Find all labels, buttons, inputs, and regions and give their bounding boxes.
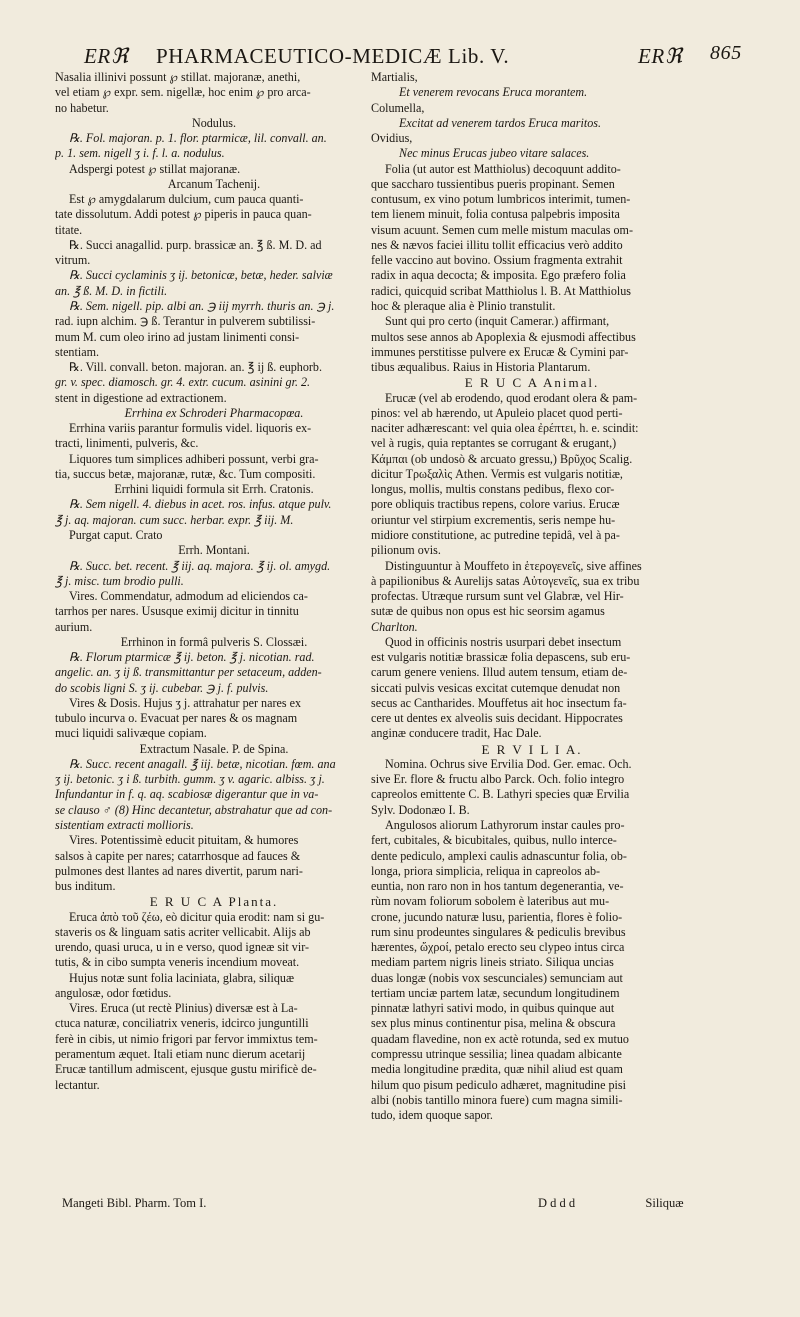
text-line: capreolos emittente C. B. Lathyri species quæ Ervilia xyxy=(371,787,630,802)
text-line: E R U C A Planta. xyxy=(149,894,279,910)
text-line: dicitur Τρωξαλὶς Athen. Vermis est vulgaris notitiæ, xyxy=(371,466,623,481)
text-line: Nomina. Ochrus sive Ervilia Dod. Ger. emac. Och. xyxy=(385,756,632,771)
text-line: Martialis, xyxy=(371,70,418,84)
text-line: stent in digestione ad extractionem. xyxy=(55,390,227,405)
text-line: ℞. Vill. convall. beton. majoran. an. ℥ ij ß. euphorb. xyxy=(69,360,322,375)
text-line: angulosæ, odor fœtidus. xyxy=(55,985,172,1000)
text-line: ʒ ij. betonic. ʒ i ß. turbith. gumm. ʒ v. agaric. albiss. ʒ j. xyxy=(55,772,325,787)
text-line: ℞. Succ. recent anagall. ℥ iij. betæ, nicotian. fœm. ana xyxy=(69,756,336,771)
text-line: cere ut dentes ex alveolis suis decidant. Hippocrates xyxy=(371,711,623,726)
text-line: Nodulus. xyxy=(191,115,236,130)
text-line: Quod in officinis nostris usurpari debet insectum xyxy=(385,634,622,649)
text-line: tarrhos per nares. Ususque eximij dicitur in tinnitu xyxy=(55,604,299,619)
text-line: stentiam. xyxy=(55,344,99,359)
text-line: sutæ de quibus non opus est hic seorsim agamus xyxy=(371,604,605,619)
text-line: Charlton. xyxy=(371,619,418,634)
text-line: Excitat ad venerem tardos Eruca maritos. xyxy=(399,115,601,130)
text-line: Vires. Commendatur, admodum ad eliciendos ca- xyxy=(69,589,308,604)
text-line: tracti, linimenti, pulveris, &c. xyxy=(55,436,199,451)
text-line: Vires & Dosis. Hujus ʒ j. attrahatur per nares ex xyxy=(69,695,302,710)
text-line: Errhina variis parantur formulis videl. liquoris ex- xyxy=(69,421,312,436)
left-text-column xyxy=(55,70,373,1093)
text-line: immunes perstitisse pulvere ex Erucæ & Cymini par- xyxy=(371,344,629,359)
header-left-mark: ERℜ xyxy=(84,44,129,68)
text-line: à papilionibus & Aurelijs satas Αὐτογενεῖς, sua ex tribu xyxy=(371,573,640,588)
text-line: p. 1. sem. nigell ʒ i. f. l. a. nodulus. xyxy=(55,146,225,161)
text-line: an. ℥ ß. M. D. in fictili. xyxy=(55,283,168,298)
text-line: rum sinu prodeuntes singulares & pediculis brevibus xyxy=(371,924,626,939)
text-line: Erucæ (vel ab erodendo, quod erodant olera & pam- xyxy=(385,390,638,405)
text-line: longus, mollis, multis constans pedibus, flexo cor- xyxy=(371,482,615,497)
text-line: E R V I L I A. xyxy=(481,741,583,757)
text-line: Angulosos aliorum Lathyrorum instar caules pro- xyxy=(385,818,625,833)
catchword: Siliquæ xyxy=(645,1196,684,1210)
text-line: aurium. xyxy=(55,619,93,634)
text-line: Folia (ut autor est Matthiolus) decoquunt addito- xyxy=(385,161,621,176)
text-line: multos sese annos ab Apoplexia & ejusmodi affectibus xyxy=(371,329,636,344)
footer-signature-catchword xyxy=(538,1196,684,1211)
text-line: nes & nævos faciei illitu tollit efficacius verò addito xyxy=(371,237,623,252)
text-line: siccati pulvis vesicas excitat cutemque denudat non xyxy=(371,680,621,695)
text-line: vel à rugis, quia reptantes se corrugant & erugant,) xyxy=(371,436,617,451)
text-line: ctuca naturæ, conciliatrix veneris, idcirco junguntilli xyxy=(55,1016,309,1031)
text-line: ℥ j. aq. majoran. cum succ. herbar. expr. ℥ iij. M. xyxy=(55,512,294,527)
text-line: ℥ j. misc. tum brodio pulli. xyxy=(55,573,184,588)
text-line: sive Er. flore & fructu albo Parck. Och. folio integro xyxy=(371,772,625,787)
text-line: euntia, non raro non in hos tantum degenerantia, ve- xyxy=(371,879,624,894)
text-line: pulmones dest llantes ad nares divertit, parum nari- xyxy=(55,863,303,878)
header-title: PHARMACEUTICO-MEDICÆ Lib. V. xyxy=(156,44,510,68)
text-line: Erucæ tantillum admiscent, ejusque gustu mirificè de- xyxy=(55,1062,317,1077)
text-line: bus inditum. xyxy=(55,879,116,894)
text-line: gr. v. spec. diamosch. gr. 4. extr. cucum. asinini gr. 2. xyxy=(55,375,311,390)
text-line: no habetur. xyxy=(55,100,109,115)
text-line: ℞. Sem nigell. 4. diebus in acet. ros. infus. atque pulv. xyxy=(69,497,332,512)
text-line: pilionum ovis. xyxy=(371,543,441,558)
text-line: tudo, idem quoque sapor. xyxy=(371,1108,493,1123)
footer-book-title: Mangeti Bibl. Pharm. Tom I. xyxy=(62,1196,207,1210)
text-line: sex plus minus continentur pisa, melina & obscura xyxy=(371,1016,616,1031)
text-line: Hujus notæ sunt folia laciniata, glabra, siliquæ xyxy=(69,970,295,985)
text-line: Adspergi potest ℘ stillat majoranæ. xyxy=(69,161,241,176)
running-header xyxy=(60,42,776,70)
text-line: ℞. Sem. nigell. pip. albi an. ℈ iij myrrh. thuris an. ℈ j. xyxy=(69,298,335,313)
text-line: Columella, xyxy=(371,100,425,115)
text-line: Errhinon in formâ pulveris S. Clossæi. xyxy=(120,634,308,649)
text-line: quadam flavedine, non ex actè rotunda, sed ex mutuo xyxy=(371,1031,629,1046)
text-line: pore obliquis tractibus repens, colore varius. Erucæ xyxy=(371,497,620,512)
text-line: mediam partem nigris lineis striato. Siliqua uncias xyxy=(371,955,614,970)
text-line: Κάμπαι (ob undosò & arcuato gressu,) Βρῦχος Scalig. xyxy=(371,451,633,466)
text-line: felle vaccino aut bovino. Ossium fragmenta extrahit xyxy=(371,253,623,268)
text-line: vel etiam ℘ expr. sem. nigellæ, hoc enim ℘ pro arca- xyxy=(55,85,311,100)
text-line: ℞. Succi anagallid. purp. brassicæ an. ℥ ß. M. D. ad xyxy=(69,237,322,252)
text-line: Sylv. Dodonæo I. B. xyxy=(371,802,470,817)
text-line: carum genere veniens. Illud autem tensum, etiam de- xyxy=(371,665,628,680)
text-line: midiore constitutione, ac putredine tepidâ, vel à pa- xyxy=(371,527,620,542)
text-line: muci liquidi salivæque copiam. xyxy=(55,726,207,741)
text-line: ferè in cibis, ut nimio frigori par fervor immixtus tem- xyxy=(55,1031,318,1046)
text-line: mum M. cum oleo irino ad justam linimenti consi- xyxy=(55,329,300,344)
text-line: media longitudine prædita, quæ nihil aliud est quam xyxy=(371,1062,623,1077)
text-line: Extractum Nasale. P. de Spina. xyxy=(139,741,289,756)
text-line: tibus æqualibus. Raius in Historia Plantarum. xyxy=(371,360,591,375)
text-line: pinnatæ lathyri sativi modo, in quibus quinque aut xyxy=(371,1001,615,1016)
text-line: Infundantur in f. q. aq. scabiosæ digerantur que in va- xyxy=(55,787,319,802)
text-line: Sunt qui pro certo (inquit Camerar.) affirmant, xyxy=(385,314,610,329)
text-line: tertiam unciæ partem latæ, secundum longitudinem xyxy=(371,985,620,1000)
text-line: Est ℘ amygdalarum dulcium, cum pauca quanti- xyxy=(69,192,304,207)
text-line: crone, jucundo naturæ lusu, parientia, flores è folio- xyxy=(371,909,623,924)
text-line: secus ac Cantharides. Mouffetus ait hoc insectum fa- xyxy=(371,695,627,710)
text-line: E R U C A Animal. xyxy=(464,375,600,391)
text-line: Purgat caput. Crato xyxy=(69,527,163,542)
text-line: longa, priora simplicia, reliqua in capreolos ab- xyxy=(371,863,601,878)
text-line: Et venerem revocans Eruca morantem. xyxy=(399,85,588,100)
text-line: radix in aqua decocta; & imposita. Ego præfero folia xyxy=(371,268,626,283)
text-line: lectantur. xyxy=(55,1077,100,1092)
text-line: duas longæ (nobis vox sescunciales) semunciam aut xyxy=(371,970,623,985)
text-line: se clauso ♂ (8) Hinc decantetur, abstrahatur que ad con- xyxy=(55,802,333,817)
text-line: fert, cubitales, & bicubitales, quibus, nullo interce- xyxy=(371,833,617,848)
text-line: contusum, ex vino potum lumbricos interimit, tumen- xyxy=(371,192,631,207)
text-line: hoc & pleraque alia è Plinio transtulit. xyxy=(371,298,556,313)
text-line: dente pediculo, amplexi caulis adnascuntur folia, ob- xyxy=(371,848,627,863)
text-line: vitrum. xyxy=(55,253,91,268)
page-number: 865 xyxy=(710,42,742,64)
text-line: compressu utrinque sessilia; linea quadam albicante xyxy=(371,1047,622,1061)
text-line: tate dissolutum. Addi potest ℘ piperis in pauca quan- xyxy=(55,207,312,222)
text-line: est vulgaris notitiæ brassicæ folia depascens, sub eru- xyxy=(371,650,631,665)
text-line: visum acuunt. Semen cum melle mistum maculas om- xyxy=(371,222,633,237)
text-line: Nec minus Erucas jubeo vitare salaces. xyxy=(399,146,590,161)
text-line: ℞. Succi cyclaminis ʒ ij. betonicæ, betæ, heder. salviæ xyxy=(69,268,333,283)
text-line: Errhina ex Schroderi Pharmacopœa. xyxy=(124,405,304,420)
text-line: Vires. Eruca (ut rectè Plinius) diversæ est à La- xyxy=(69,1001,298,1016)
text-line: radici, quicquid scribat Matthiolus l. B. At Matthiolus xyxy=(371,283,631,298)
text-line: Distinguuntur à Mouffeto in ἑτερογενεῖς, sive affines xyxy=(385,558,642,573)
text-line: ℞. Fol. majoran. p. 1. flor. ptarmicæ, lil. convall. an. xyxy=(69,131,327,146)
text-line: Ovidius, xyxy=(371,131,413,146)
text-line: urendo, quasi uruca, u in e verso, quod igneæ sit vir- xyxy=(55,940,310,955)
signature-mark: D d d d xyxy=(538,1196,576,1210)
text-line: Errhini liquidi formula sit Errh. Cratonis. xyxy=(114,482,314,497)
text-line: Liquores tum simplices adhiberi possunt, verbi gra- xyxy=(69,451,319,466)
text-line: ℞. Succ. bet. recent. ℥ iij. aq. majora. ℥ ij. ol. amygd. xyxy=(69,558,331,573)
text-line: Arcanum Tachenij. xyxy=(167,176,261,191)
text-line: tubulo incurva o. Evacuat per nares & os magnam xyxy=(55,711,298,726)
text-line: tem lienem minuit, folia contusa palpebris imposita xyxy=(371,207,620,222)
header-right-mark: ERℜ xyxy=(638,44,683,68)
text-line: sistentiam extracti mollioris. xyxy=(55,818,194,833)
text-line: oriuntur vel stirpium excrementis, seris nempe hu- xyxy=(371,512,616,527)
text-line: profectas. Utræque rursum sunt vel Glabræ, vel Hir- xyxy=(371,589,624,604)
text-line: Nasalia illinivi possunt ℘ stillat. majoranæ, anethi, xyxy=(55,70,301,84)
text-line: Vires. Potentissimè educit pituitam, & humores xyxy=(69,833,299,848)
text-line: naciter adhærescant: vel quia olea ἐρέπτει, h. e. scindit: xyxy=(371,421,639,436)
text-line: titate. xyxy=(55,222,83,237)
text-line: do scobis ligni S. ʒ ij. cubebar. ℈ j. f. pulvis. xyxy=(55,680,269,695)
text-line: Errh. Montani. xyxy=(178,543,250,558)
right-text-column xyxy=(371,70,693,1123)
text-line: albi (nobis tantillo minora fuere) cum magna simili- xyxy=(371,1092,623,1107)
text-line: tia, succus betæ, majoranæ, rutæ, &c. Tum compositi. xyxy=(55,466,316,481)
text-line: angelic. an. ʒ ij ß. transmittantur per setaceum, adden- xyxy=(55,665,322,680)
text-line: ℞. Florum ptarmicæ ℥ ij. beton. ℥ j. nicotian. rad. xyxy=(69,650,315,665)
text-line: pinos: vel ab hærendo, ut Apuleio placet quod perti- xyxy=(371,405,623,420)
text-line: salsos à capite per nares; catarrhosque ad fauces & xyxy=(55,848,301,863)
text-line: rùm novam foliorum sobolem è lateribus aut mu- xyxy=(371,894,610,909)
text-line: Eruca ἀπὸ τοῦ ζέω, eò dicitur quia erodit: nam si gu- xyxy=(69,909,325,924)
text-line: hærentes, ὤχροί, petalo erecto seu clypeo intus circa xyxy=(371,940,625,955)
text-line: anginæ conducere tradit, Hac Dale. xyxy=(371,726,542,741)
text-line: staveris os & linguam satis acriter vellicabit. Alijs ab xyxy=(55,924,311,939)
text-line: rad. iupn alchim. ℈ ß. Terantur in pulverem subtilissi- xyxy=(55,314,316,329)
text-line: hilum quo pisum pediculo adhæret, magnitudine pisi xyxy=(371,1077,626,1092)
text-line: tutis, & in cibo sumpta veneris incendium moveat. xyxy=(55,955,300,970)
text-line: que saccharo tussientibus pueris propinant. Semen xyxy=(371,176,615,191)
text-line: peramentum æquet. Itali etiam nunc dierum acetarij xyxy=(55,1047,306,1061)
